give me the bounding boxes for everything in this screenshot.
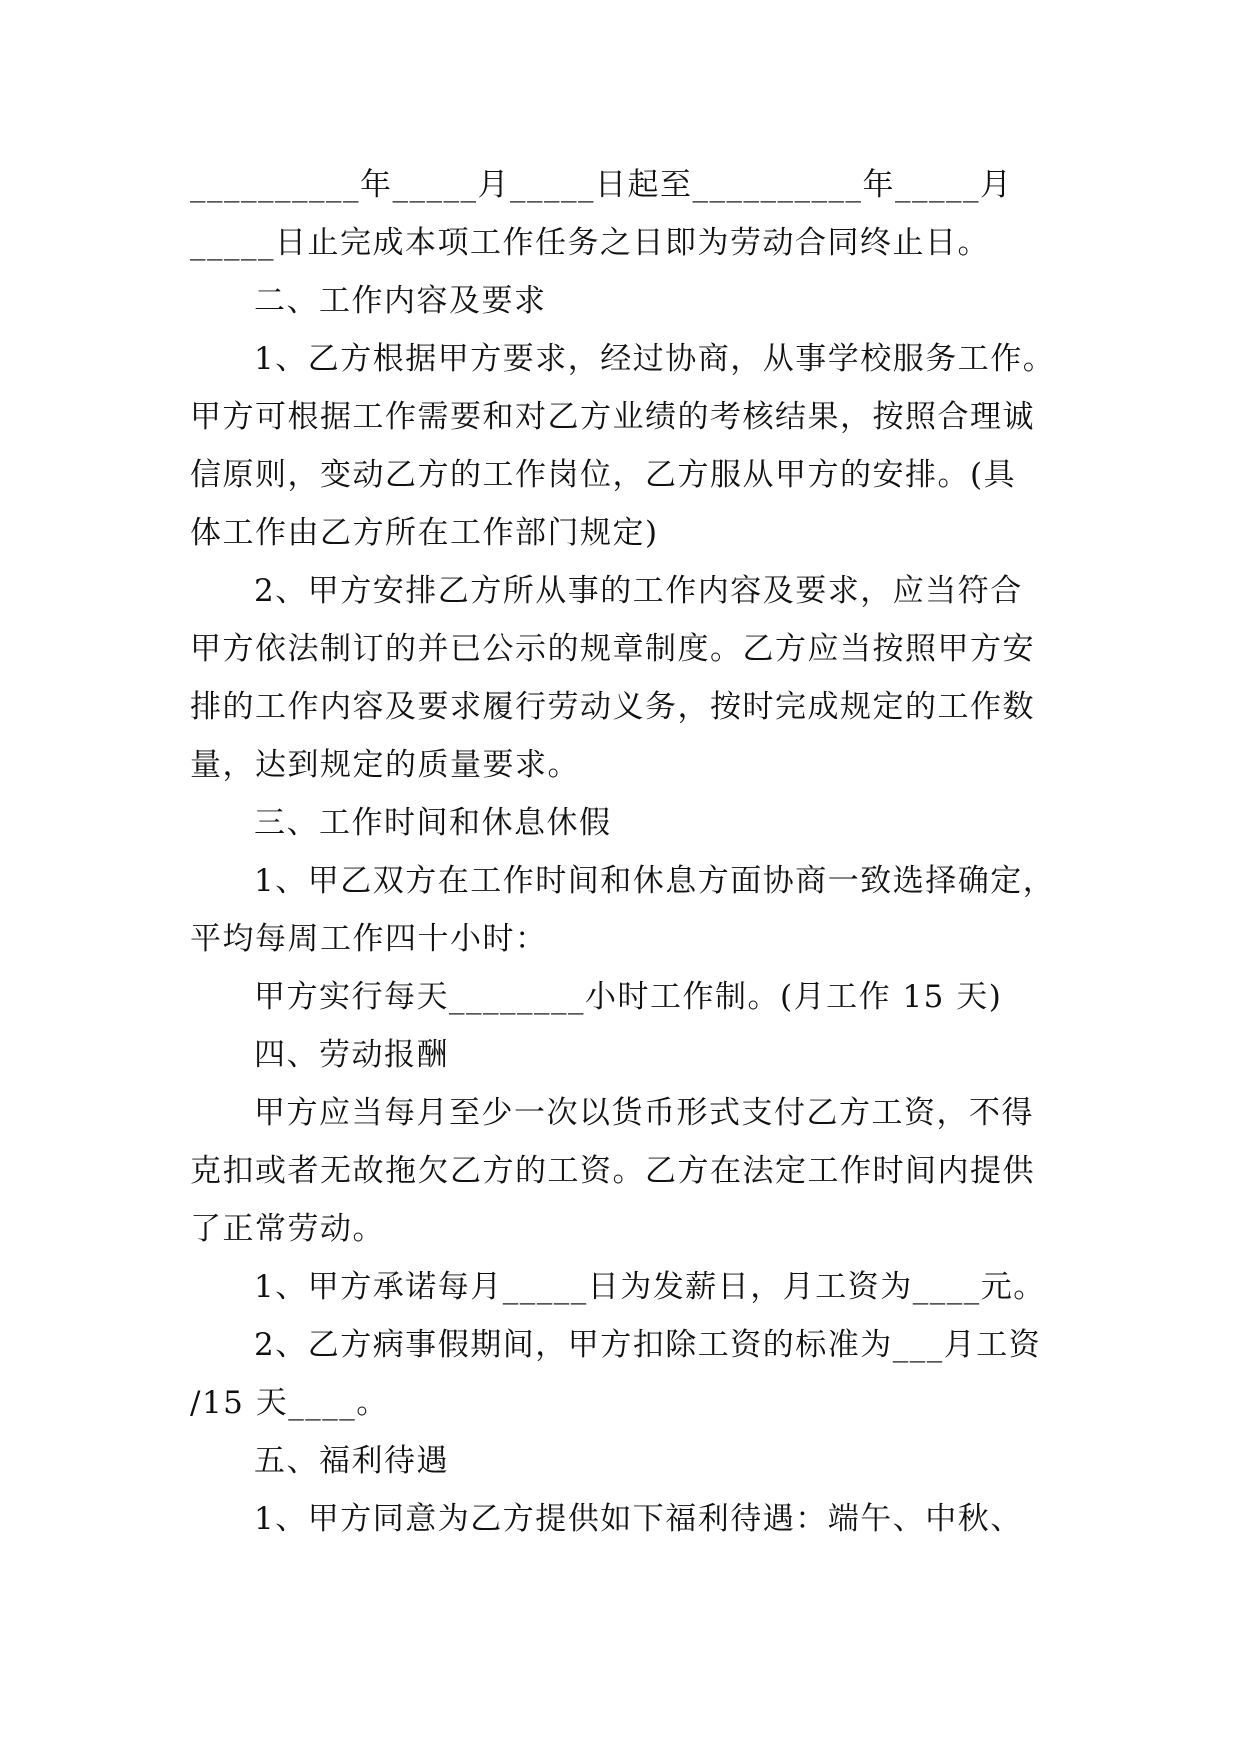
section-heading: 三、工作时间和休息休假 <box>254 805 612 841</box>
text-line: 排的工作内容及要求履行劳动义务，按时完成规定的工作数 <box>190 689 1035 725</box>
text-line: 甲方实行每天________小时工作制。(月工作 15 天) <box>254 979 1003 1015</box>
document-body <box>190 156 1056 1548</box>
text-line: 体工作由乙方所在工作部门规定) <box>190 515 659 551</box>
text-line: _____日止完成本项工作任务之日即为劳动合同终止日。 <box>190 225 990 261</box>
text-line: /15 天____。 <box>190 1385 389 1421</box>
text-line: 2、甲方安排乙方所从事的工作内容及要求，应当符合 <box>254 573 1023 609</box>
text-line: __________年_____月_____日起至__________年_____月 <box>190 167 1013 203</box>
text-line: 1、甲方同意为乙方提供如下福利待遇：端午、中秋、 <box>254 1501 1023 1537</box>
text-line: 甲方应当每月至少一次以货币形式支付乙方工资，不得 <box>254 1095 1034 1131</box>
text-line: 克扣或者无故拖欠乙方的工资。乙方在法定工作时间内提供 <box>190 1153 1035 1189</box>
text-line: 1、乙方根据甲方要求，经过协商，从事学校服务工作。 <box>254 341 1056 377</box>
text-line: 甲方依法制订的并已公示的规章制度。乙方应当按照甲方安 <box>190 631 1035 667</box>
text-line: 量，达到规定的质量要求。 <box>190 747 580 783</box>
text-line: 平均每周工作四十小时： <box>190 921 548 957</box>
section-heading: 二、工作内容及要求 <box>254 283 547 319</box>
text-line: 甲方可根据工作需要和对乙方业绩的考核结果，按照合理诚 <box>190 399 1035 435</box>
text-line: 1、甲乙双方在工作时间和休息方面协商一致选择确定， <box>254 863 1056 899</box>
text-line: 信原则，变动乙方的工作岗位，乙方服从甲方的安排。(具 <box>190 457 1017 493</box>
section-heading: 五、福利待遇 <box>254 1443 449 1479</box>
text-line: 了正常劳动。 <box>190 1211 385 1247</box>
section-heading: 四、劳动报酬 <box>254 1037 449 1073</box>
text-line: 1、甲方承诺每月_____日为发薪日，月工资为____元。 <box>254 1269 1046 1305</box>
text-line: 2、乙方病事假期间，甲方扣除工资的标准为___月工资 <box>254 1327 1042 1363</box>
